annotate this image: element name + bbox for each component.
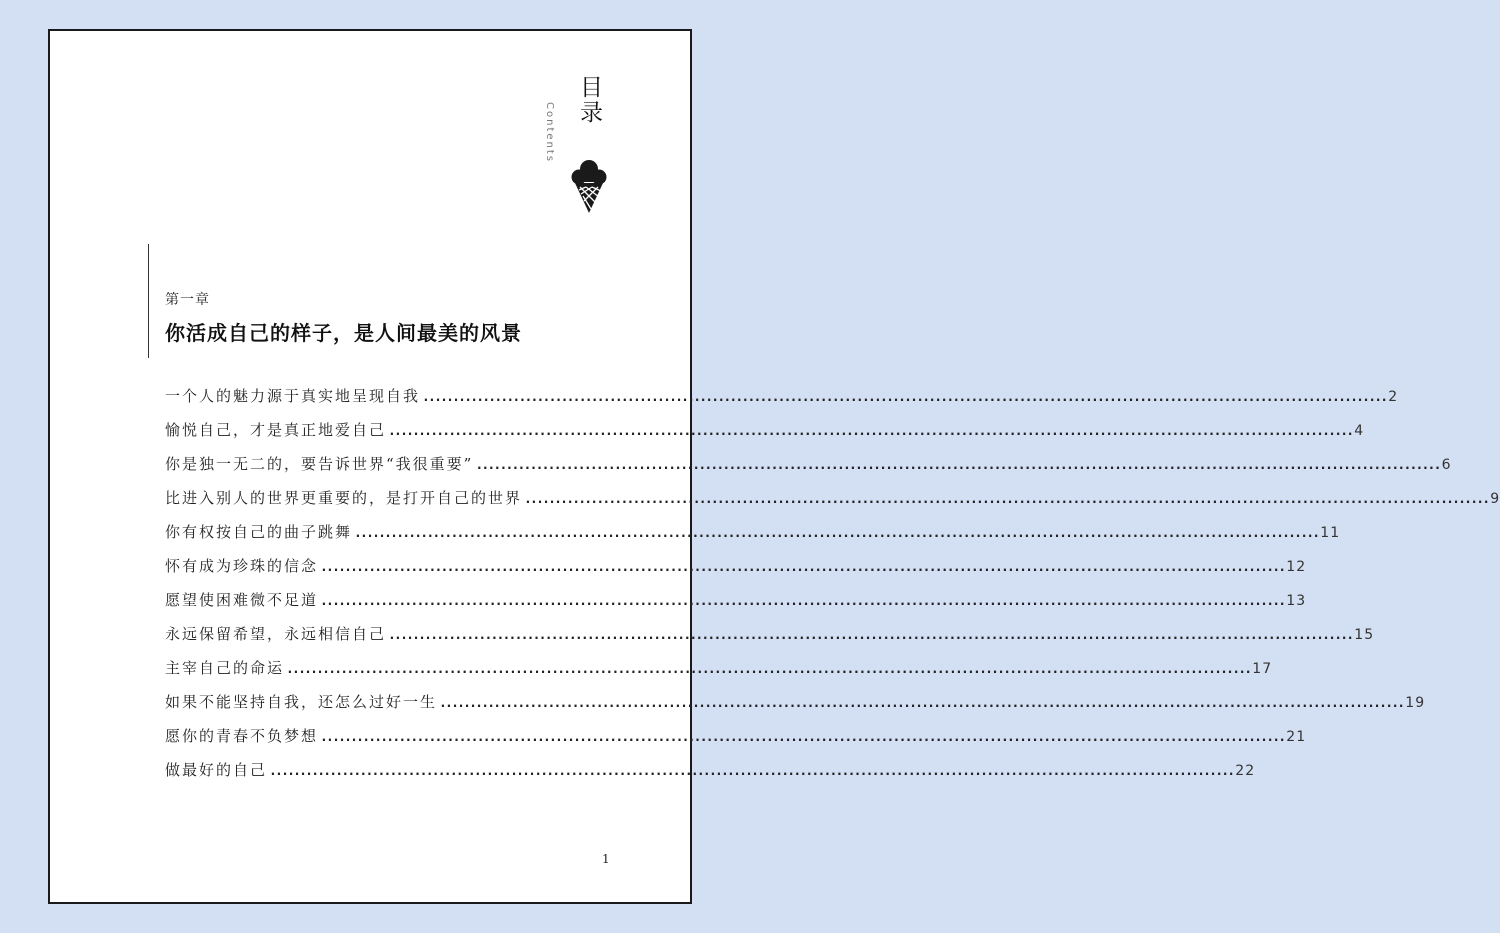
book-page	[48, 29, 1500, 904]
dot-leader: ................................................................................................................................................................	[475, 458, 1440, 473]
page-number: 1	[602, 852, 610, 866]
toc-entry-title: 主宰自己的命运	[165, 659, 285, 677]
toc-entry[interactable]	[165, 453, 1452, 487]
dot-leader: ................................................................................................................................................................	[524, 492, 1489, 507]
toc-list	[165, 385, 1500, 793]
toc-entry[interactable]	[165, 623, 1375, 657]
toc-entry-title: 怀有成为珍珠的信念	[165, 557, 319, 575]
dot-leader: ................................................................................................................................................................	[388, 424, 1353, 439]
dot-leader: ................................................................................................................................................................	[388, 628, 1353, 643]
toc-entry-page: 9	[1490, 491, 1500, 507]
toc-entry-title: 愿你的青春不负梦想	[165, 727, 319, 745]
toc-entry-page: 4	[1354, 423, 1365, 439]
dot-leader: ................................................................................................................................................................	[422, 390, 1387, 405]
chapter-title: 你活成自己的样子，是人间最美的风景	[165, 321, 522, 345]
toc-entry[interactable]	[165, 589, 1307, 623]
toc-heading: 目录	[576, 75, 602, 125]
toc-entry-title: 一个人的魅力源于真实地呈现自我	[165, 387, 421, 405]
dot-leader: ................................................................................................................................................................	[320, 594, 1285, 609]
toc-entry-title: 做最好的自己	[165, 761, 268, 779]
toc-entry[interactable]	[165, 691, 1426, 725]
toc-entry-page: 11	[1320, 525, 1341, 541]
toc-entry[interactable]	[165, 385, 1399, 419]
toc-entry-page: 19	[1405, 695, 1426, 711]
toc-entry-title: 愿望使困难微不足道	[165, 591, 319, 609]
chapter-label: 第一章	[165, 292, 210, 308]
toc-entry-title: 永远保留希望，永远相信自己	[165, 625, 387, 643]
toc-entry-page: 6	[1441, 457, 1452, 473]
toc-entry-page: 2	[1388, 389, 1399, 405]
toc-entry-page: 22	[1235, 763, 1256, 779]
dot-leader: ................................................................................................................................................................	[286, 662, 1251, 677]
toc-entry[interactable]	[165, 555, 1307, 589]
toc-entry[interactable]	[165, 657, 1273, 691]
dot-leader: ................................................................................................................................................................	[269, 764, 1234, 779]
toc-entry-title: 你是独一无二的，要告诉世界“我很重要”	[165, 455, 474, 473]
toc-entry-title: 比进入别人的世界更重要的，是打开自己的世界	[165, 489, 523, 507]
toc-entry[interactable]	[165, 419, 1365, 453]
toc-entry-page: 13	[1286, 593, 1307, 609]
ice-cream-cone-icon	[571, 156, 607, 214]
dot-leader: ................................................................................................................................................................	[439, 696, 1404, 711]
toc-entry-title: 如果不能坚持自我，还怎么过好一生	[165, 693, 438, 711]
toc-entry[interactable]	[165, 725, 1307, 759]
toc-subheading: Contents	[544, 102, 555, 163]
toc-entry[interactable]	[165, 759, 1256, 793]
toc-entry-title: 你有权按自己的曲子跳舞	[165, 523, 353, 541]
toc-entry-page: 12	[1286, 559, 1307, 575]
toc-entry-title: 愉悦自己，才是真正地爱自己	[165, 421, 387, 439]
toc-entry[interactable]	[165, 521, 1341, 555]
toc-entry-page: 15	[1354, 627, 1375, 643]
chapter-divider	[148, 244, 149, 358]
toc-entry[interactable]	[165, 487, 1500, 521]
dot-leader: ................................................................................................................................................................	[320, 730, 1285, 745]
dot-leader: ................................................................................................................................................................	[354, 526, 1319, 541]
dot-leader: ................................................................................................................................................................	[320, 560, 1285, 575]
toc-entry-page: 21	[1286, 729, 1307, 745]
toc-entry-page: 17	[1252, 661, 1273, 677]
